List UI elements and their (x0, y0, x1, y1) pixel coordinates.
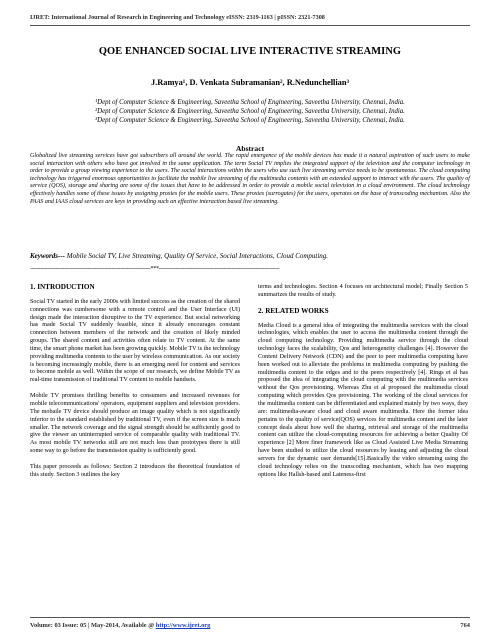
page-number: 764 (460, 622, 470, 629)
footer-volume-info: Volume: 03 Issue: 05 | May-2014, Available @ (30, 622, 156, 629)
right-column (258, 284, 468, 487)
affiliation-3: ³Dept of Computer Science & Engineering, Saveetha School of Engineering, Saveetha University, Chennai, India. (95, 117, 405, 124)
related-works-paragraph: Media Cloud is a general idea of integrating the multimedia services with the cloud technologies, which enables the user to access the multimedia content through the cloud computing technology. Providing multimedia service through the cloud technology faces the scalability, Qos and heterogeneity challenges [4]. However the Content Delivery Network (CDN) and the peer to peer multimedia computing have been worked out to alleviate the problems in multimedia computing by pushing the multimedia content to the edges and to the peers respectively [4]. Rings et al has proposed the idea of integrating the cloud computing with the multimedia services without the Qos provisioning. Whereas Zhu et al proposed the multimedia cloud computing which provides Qos provisioning. The working of the cloud services for the multimedia content can be differentiated and explained mainly by two ways, they are: multimedia-aware cloud and cloud aware multimedia. Here the former idea pertains to the quality of service(QOS) services for multimedia content and the later concept deals about how well the sharing, retrieval and storage of the multimedia content can utilize the cloud-computing resources for achieving a better Quality Of experience [2] More finer framework like as Cloud Assisted Live Media Streaming have been studied to utilize the cloud resources by leasing and adjusting the cloud servers for the dynamic user demands[15].Basically the video streaming using the cloud technology relies on the transcoding mechanism, which has two mapping options like Hallsh-based and Lateness-first (258, 322, 468, 478)
introduction-heading: 1. INTRODUCTION (30, 283, 95, 291)
header-divider (30, 25, 470, 26)
keywords-text: Mobile Social TV, Live Streaming, Quality Of Service, Social Interactions, Cloud Computing. (65, 252, 329, 260)
intro-continuation: terms and technologies. Section 4 focuses on architectural model; Finally Section 5 summarizes the results of study. (258, 284, 468, 298)
journal-link[interactable]: http://www.ijret.org (155, 622, 211, 629)
intro-paragraph-1: Social TV started in the early 2000s with limited success as the creation of the shared connections was cumbersome with a remote control and the User Interface (UI) design made the interaction disruptive to the TV experience. But social networking has made Social TV suddenly feasible, since it already encourages constant connection between members of the network and the creation of likely minded groups. The shared content and activities often relate to TV content. At the same time, the smart phone market has been growing quickly. Mobile TV is the technology providing multimedia contents to the user by wireless communication. As our society is becoming increasingly mobile, there is an emerging need for content and services to become mobile as well. Within the scope of our research, we define Mobile TV as real-time transmission of traditional TV content to mobile handsets. (30, 298, 240, 384)
section-separator: -----------------------------------------------------------------------***----------------------------------------------------------------------- (30, 266, 280, 272)
abstract-heading: Abstract (235, 144, 265, 153)
affiliation-2: ²Dept of Computer Science & Engineering, Saveetha School of Engineering, Saveetha University, Chennai, India. (95, 108, 405, 115)
footer-divider (30, 617, 470, 618)
intro-paragraph-2: Mobile TV promises thrilling benefits to consumers and increased revenues for mobile telecommunications' operators, equipment suppliers and television providers. The mobaile TV device should produce an image quality which is not significantly inferior to the standard established by traditional TV, even if the screen size is much smaller. The network coverage and the signal strength should be sufficiently good to give the viewer an uninterrupted service of comparable quality with traditional TV. As most mobile TV networks still are not much less than prototypes there is still some way to go before the transmission quality is sufficiently good. (30, 393, 240, 455)
abstract-text: Globalized live streaming services have got subscribers all around the world. The rapid emergence of the mobile devices has made it a natural aspiration of such users to make social interaction with others who have got involved in the same application. The term Social TV implies the integrated support of the television and the computer technology in order to provide a group viewing experience to the users. The social interactions within the users who use such live streaming service needs to be spontaneous. The cloud computing technology has triggered enormous opportunities to facilitate the mobile live streaming of the multimedia contents with an extended support to interact with the users. The quality of service (QOS), storage and sharing are some of the issues that have to be addressed in order to provide a mobile social television in a cloud environment. The cloud technology effectively handles some of these issues by assigning proxies for the mobile users. These proxies (surrogates) for the users, operates on the base of transcoding mechanism. Also the PAAS and IAAS cloud services are keys in providing such an effective interaction based live streaming. (30, 153, 470, 205)
journal-header: IJRET: International Journal of Research in Engineering and Technology eISSN: 2319-1163 | pISSN: 2321-7308 (30, 14, 325, 21)
keywords-line (30, 252, 470, 260)
related-works-heading: 2. RELATED WORKS (258, 306, 329, 315)
left-column (30, 284, 240, 488)
intro-paragraph-3: This paper proceeds as follows: Section 2 introduces the theoretical foundation of this study. Section 3 outlines the key (30, 463, 240, 478)
keywords-label: Keywords--- (30, 252, 65, 260)
paper-title: QOE ENHANCED SOCIAL LIVE INTERACTIVE STREAMING (98, 46, 402, 57)
affiliation-1: ¹Dept of Computer Science & Engineering, Saveetha School of Engineering, Saveetha University, Chennai, India. (95, 99, 405, 106)
page-footer (30, 622, 470, 629)
author-list: J.Ramya¹, D. Venkata Subramanian², R.Nedunchellian³ (150, 78, 350, 87)
